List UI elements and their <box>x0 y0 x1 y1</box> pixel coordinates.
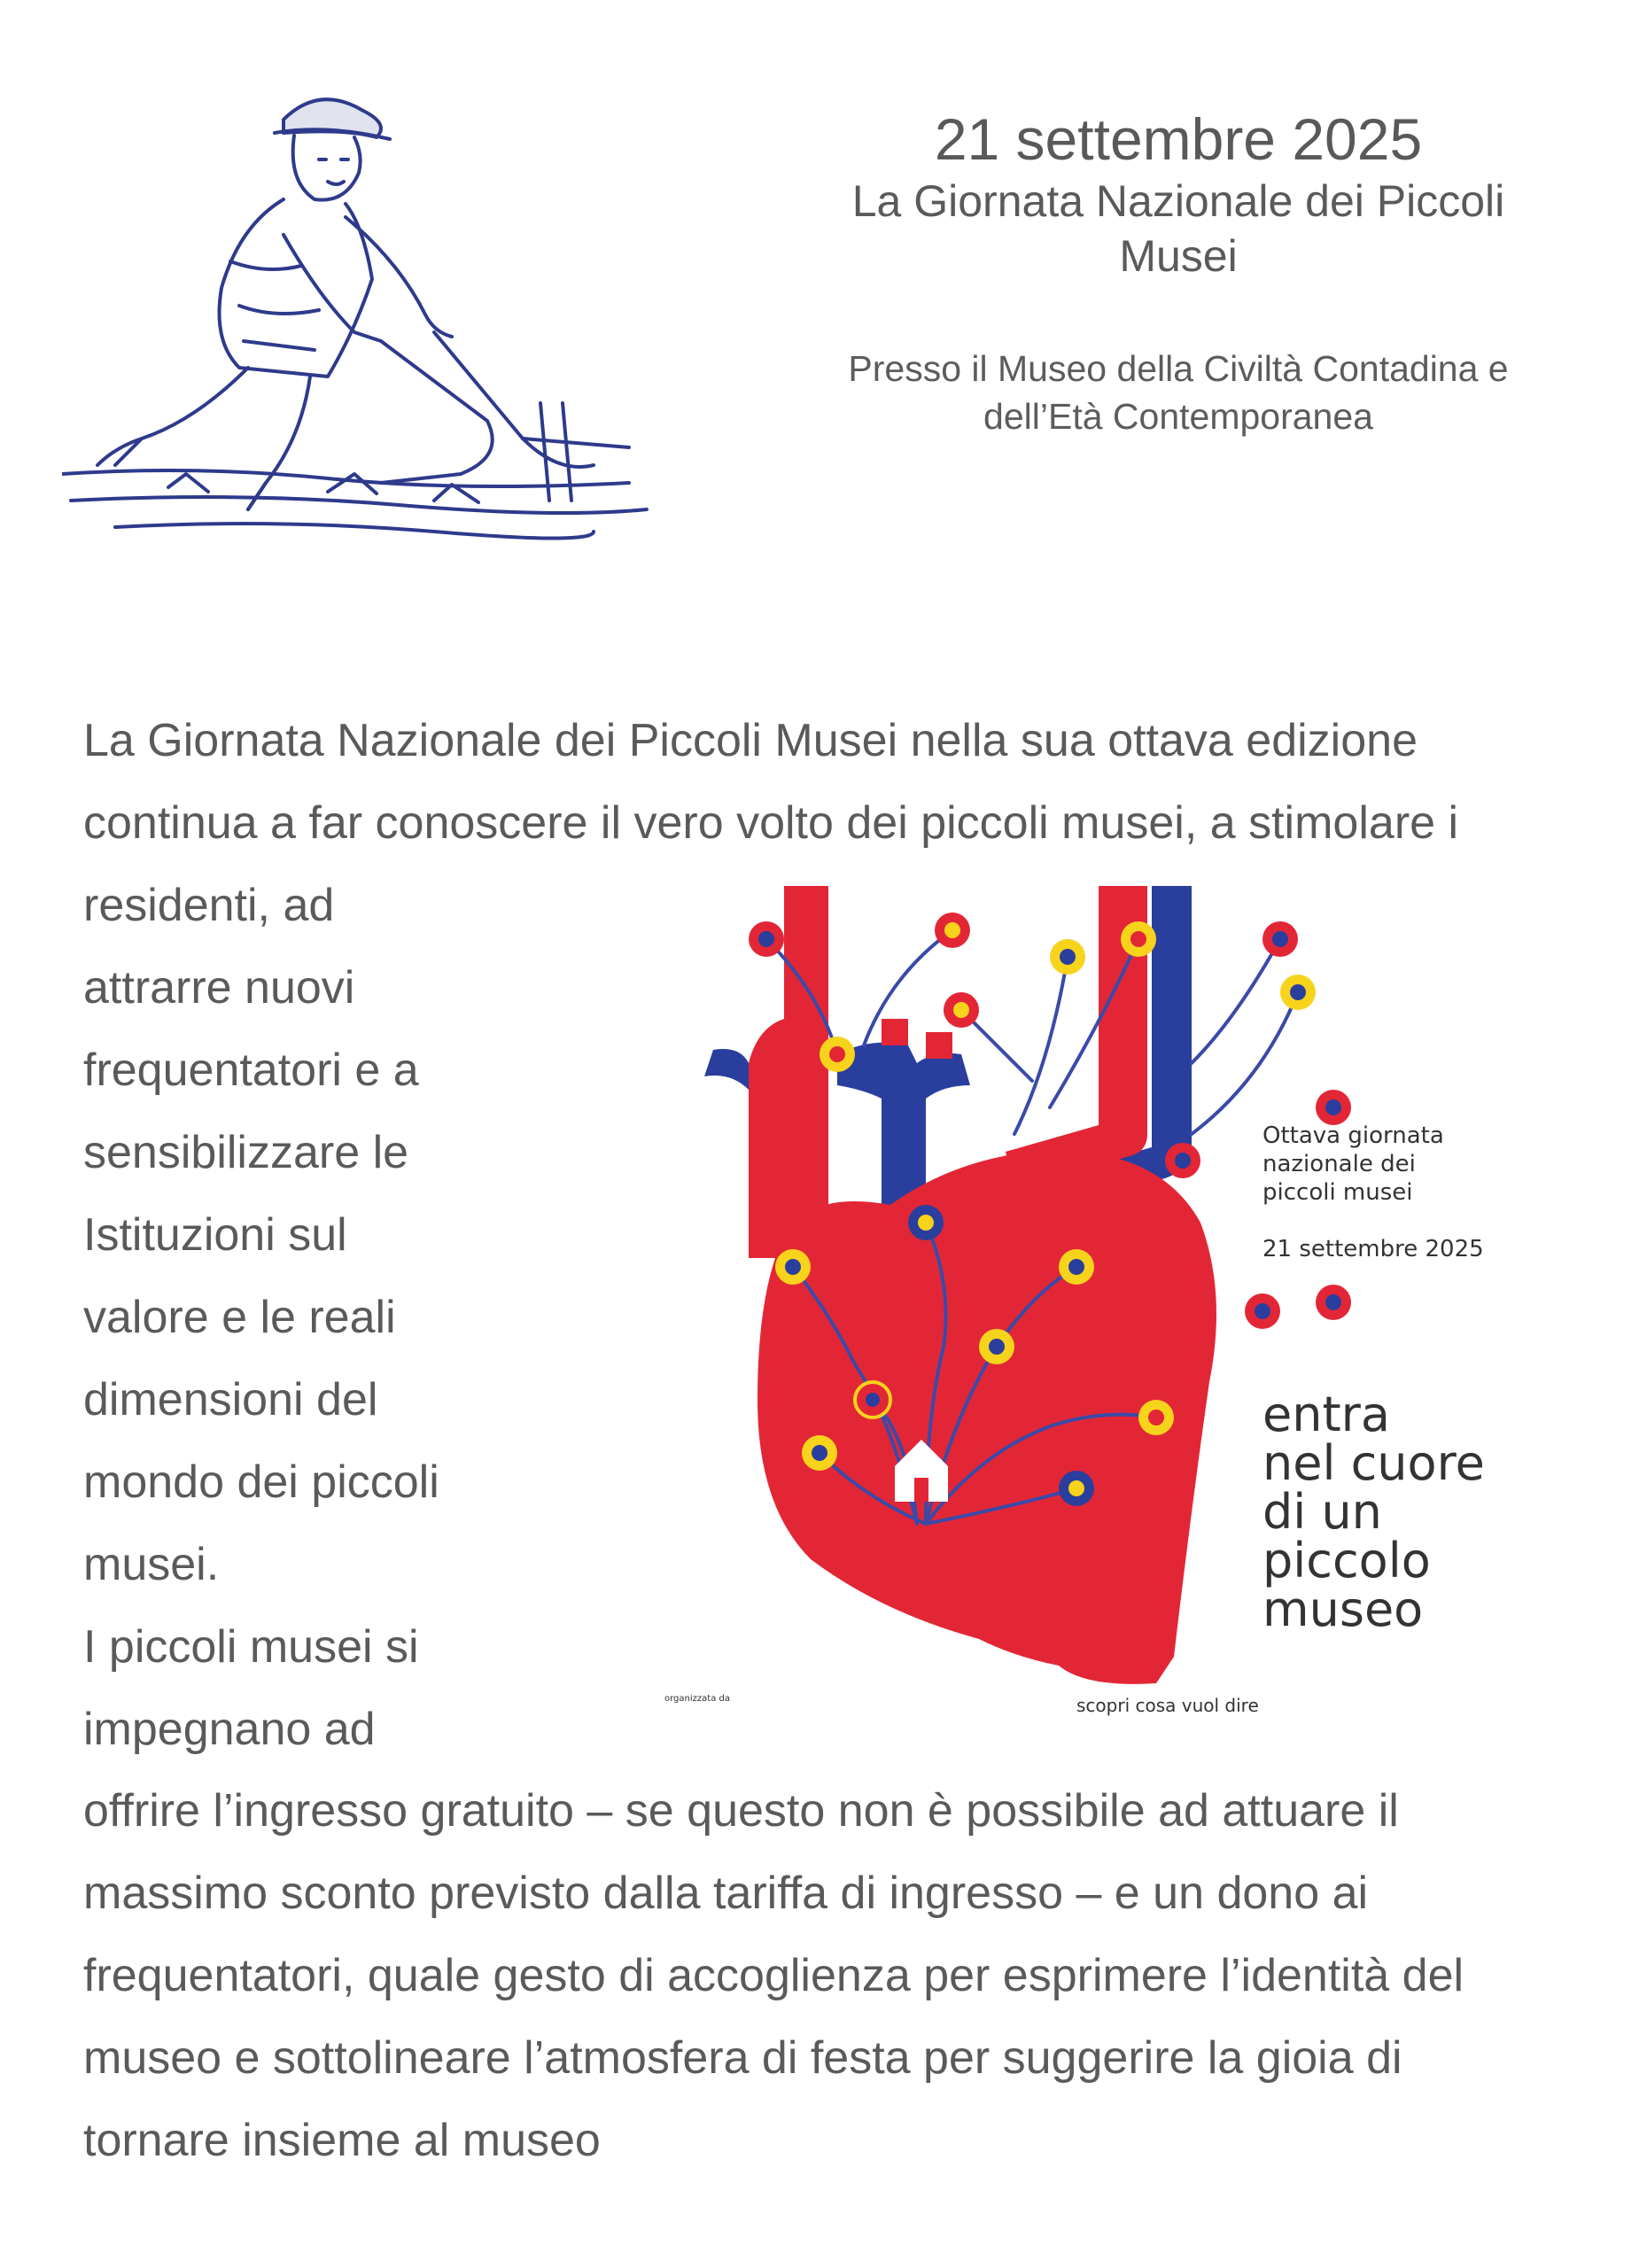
text-line: continua a far conoscere il vero volto dei piccoli musei, a stimolare i <box>83 797 1459 849</box>
text-line: massimo sconto previsto dalla tariffa di ingresso – e un dono ai <box>83 1868 1369 1919</box>
event-poster <box>660 886 1528 1719</box>
text-line: offrire l’ingresso gratuito – se questo non è possibile ad attuare il <box>83 1785 1399 1837</box>
column-paragraph <box>83 865 579 1771</box>
poster-footer-right: scopri cosa vuol dire <box>1076 1695 1259 1716</box>
venue-line: dell’Età Contemporanea <box>983 396 1373 437</box>
poster-edition-line: piccoli musei <box>1262 1179 1413 1206</box>
text-line: sensibilizzare le <box>83 1127 409 1178</box>
text-line: attrarre nuovi <box>83 962 355 1014</box>
poster-slogan-line: di un <box>1262 1484 1382 1540</box>
date-heading: 21 settembre 2025 <box>934 106 1423 172</box>
farmer-logo <box>62 84 682 554</box>
poster-date: 21 settembre 2025 <box>1262 1236 1484 1262</box>
text-line: dimensioni del <box>83 1374 378 1425</box>
venue-line: Presso il Museo della Civiltà Contadina e <box>848 347 1509 389</box>
text-line: impegnano ad <box>83 1704 376 1755</box>
heart-illustration <box>660 886 1528 1719</box>
text-line: I piccoli musei si <box>83 1621 419 1673</box>
text-line: musei. <box>83 1539 220 1590</box>
text-line: tornare insieme al museo <box>83 2115 601 2166</box>
poster-slogan-line: piccolo <box>1262 1533 1431 1588</box>
text-line: residenti, ad <box>83 880 335 931</box>
poster-footer-left: organizzata da <box>664 1694 730 1704</box>
poster-edition-line: Ottava giornata <box>1262 1122 1444 1149</box>
poster-slogan-line: entra <box>1262 1386 1390 1442</box>
poster-slogan-line: museo <box>1262 1581 1424 1637</box>
text-line: frequentatori, quale gesto di accoglienza per esprimere l’identità del <box>83 1950 1464 2001</box>
farmer-plowing-icon <box>62 84 682 554</box>
venue-text <box>780 345 1577 440</box>
text-line: valore e le reali <box>83 1292 396 1343</box>
text-line: museo e sottolineare l’atmosfera di festa per suggerire la gioia di <box>83 2032 1402 2084</box>
text-line: La Giornata Nazionale dei Piccoli Musei nella sua ottava edizione <box>83 715 1418 766</box>
text-line: Istituzioni sul <box>83 1209 347 1261</box>
text-line: mondo dei piccoli <box>83 1456 439 1508</box>
text-line: frequentatori e a <box>83 1045 419 1096</box>
poster-slogan-line: nel cuore <box>1262 1435 1485 1491</box>
closing-paragraph <box>83 1770 1607 2182</box>
poster-edition-line: nazionale dei <box>1262 1151 1416 1177</box>
event-header <box>780 106 1577 440</box>
event-title: La Giornata Nazionale dei Piccoli Musei <box>851 175 1505 282</box>
intro-paragraph <box>83 700 1589 865</box>
